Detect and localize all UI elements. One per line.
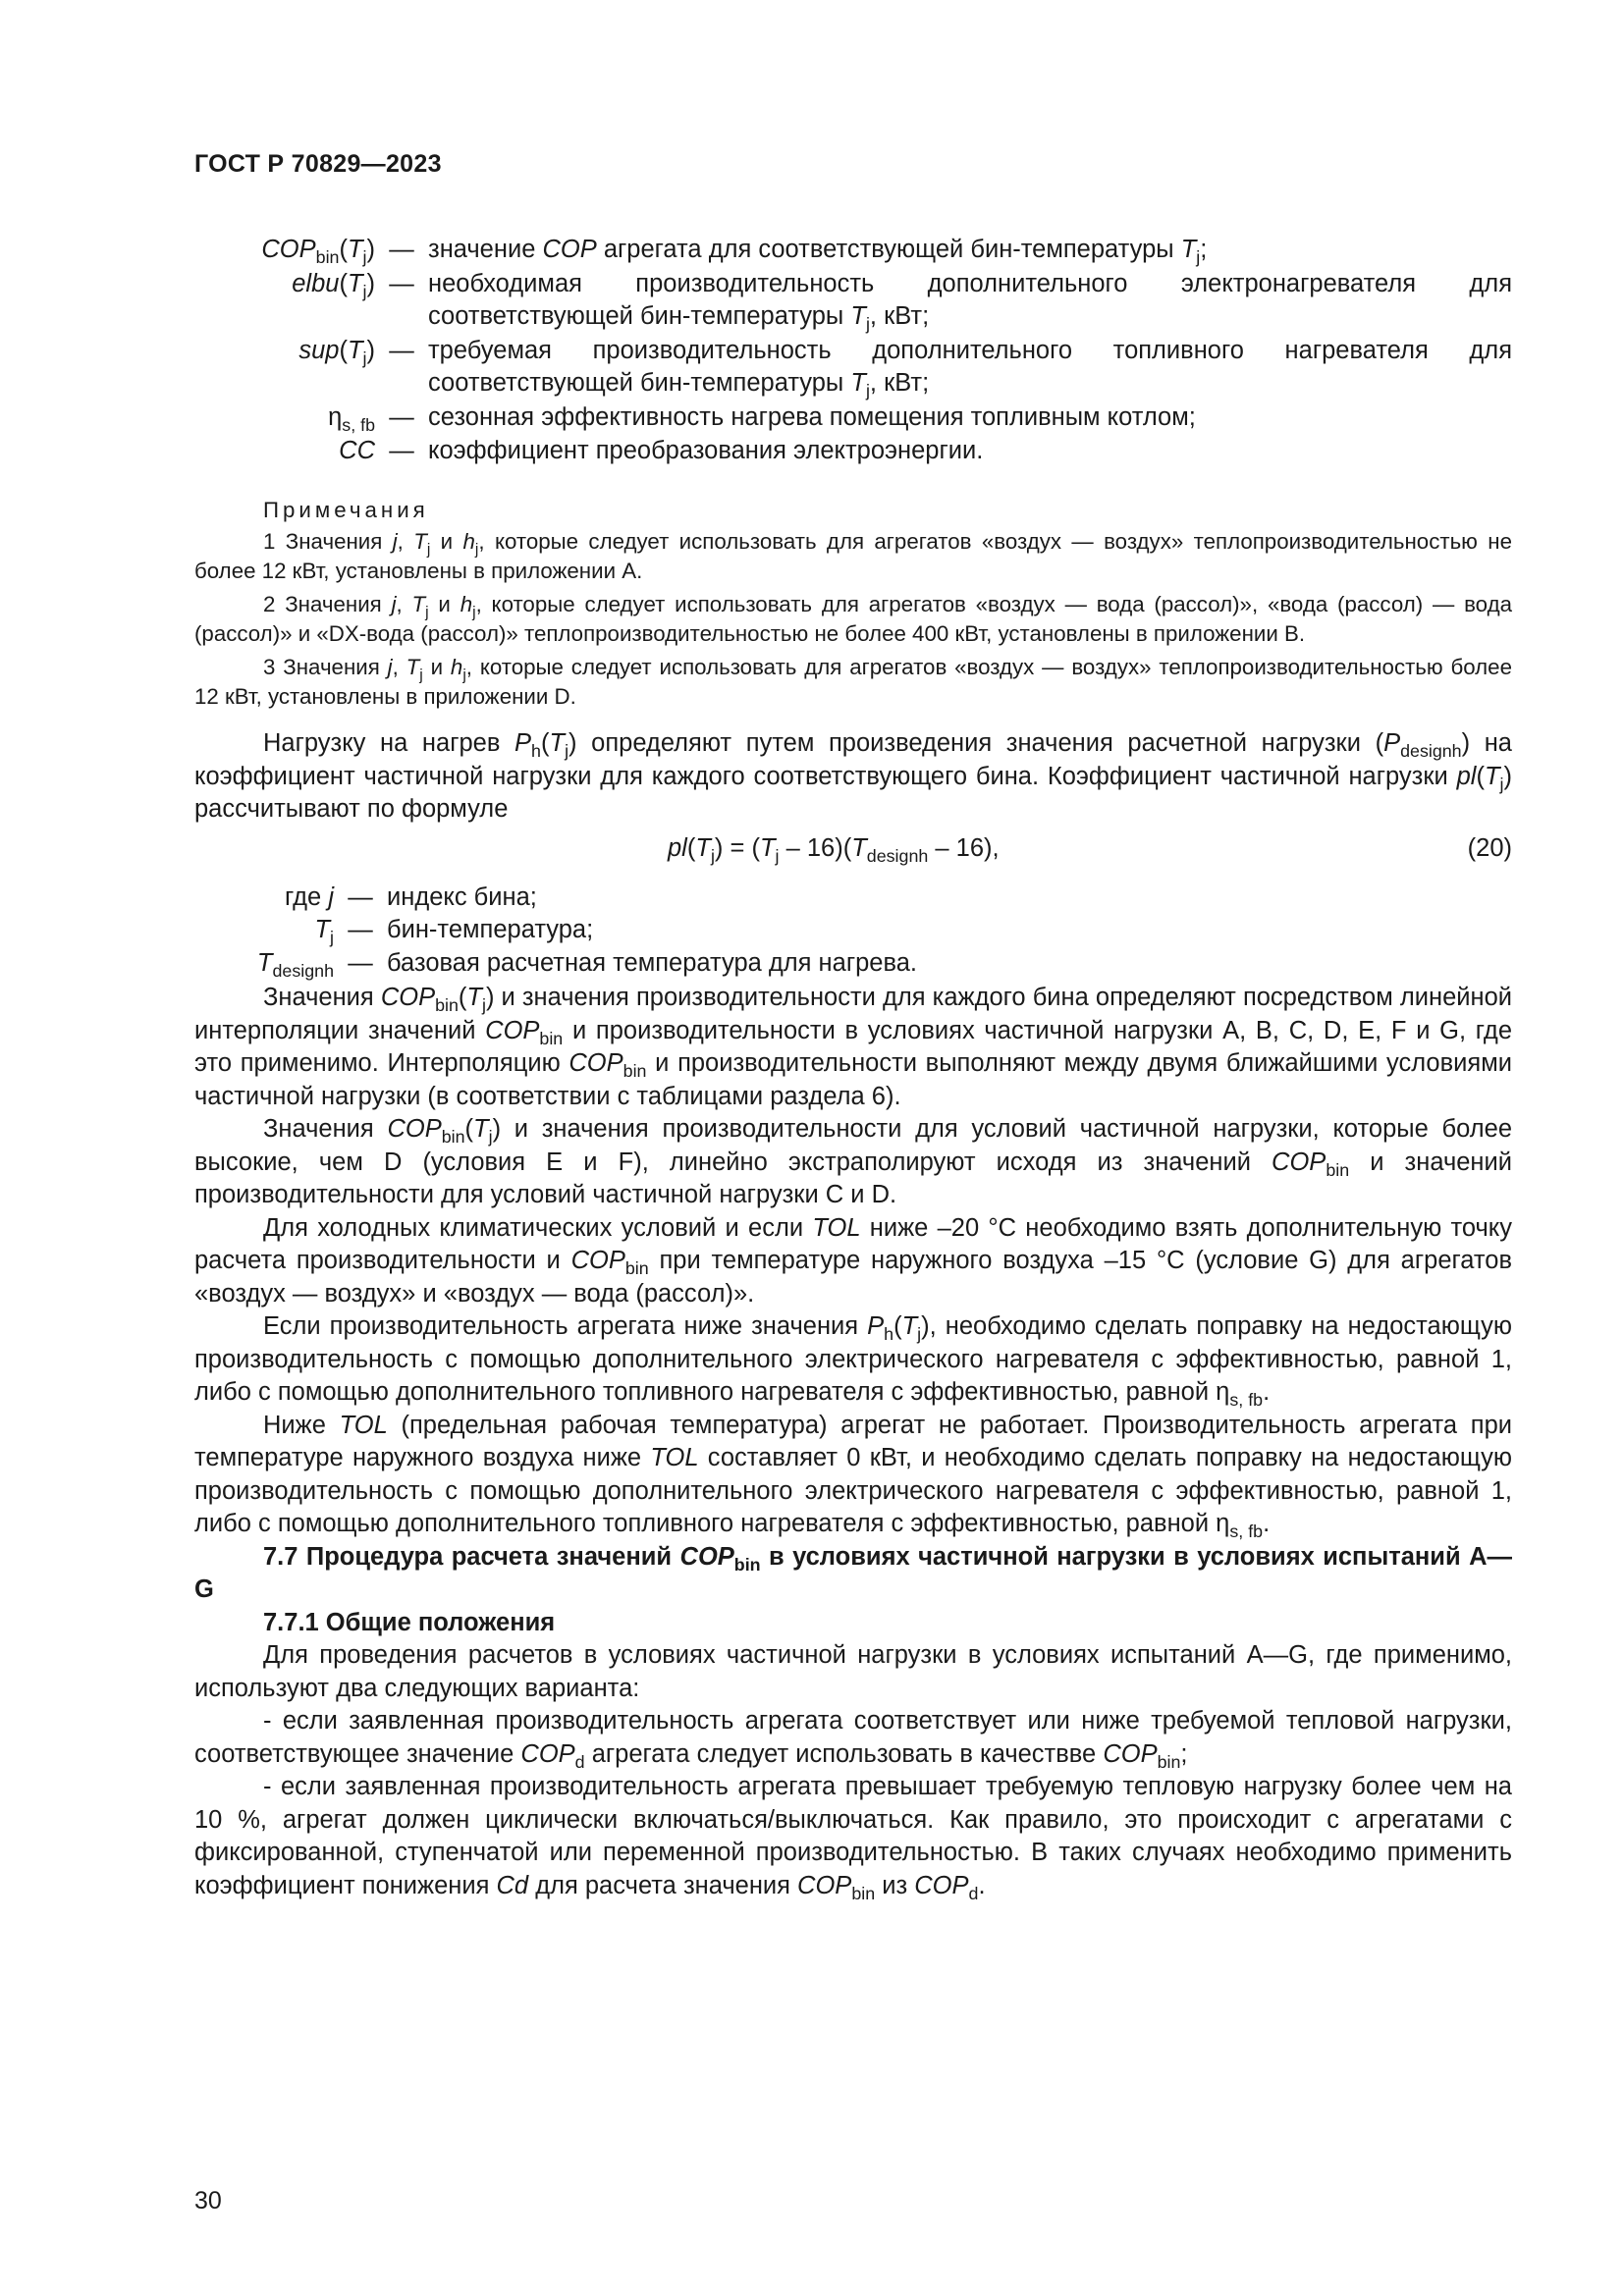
body-paragraph: Для холодных климатических условий и если TOL ниже –20 °С необходимо взять дополнительную точку расчета производительности и $COP_{bin}$ при температуре наружного воздуха –15 °С (условие G) для агрегатов «воздух — воздух» и «воздух — вода (рассол)». (194, 1213, 1512, 1308)
body-paragraph: Если производительность агрегата ниже значения $P_h(T_j)$, необходимо сделать поправку на недостающую производительность с помощью дополнительного электрического нагревателя с эффективностью, равной 1, либо с помощью дополнительного топливного нагревателя с эффективностью, равной $\eta_{s, fb}$. (194, 1312, 1513, 1411)
formula-expression: $pl(T_j) = (T_j - 16)(T_{designh} - 16)$, (668, 833, 1000, 866)
definition-symbol: CC (339, 437, 375, 464)
where-list (194, 881, 1512, 981)
definition-symbol: $elbu(T_j)$ (292, 269, 375, 301)
body-paragraph: Значения $COP_{bin}(T_j)$ и значения производительности для условий частичной нагрузки, которые более высокие, чем D (условия Е и F), линейно экстраполируют исходя из значений $COP_{bin}$ и значений производительности для условий частичной нагрузки С и D. (194, 1115, 1512, 1208)
note-item: 1 Значения j, $T_j$ и $h_j$, которые следует использовать для агрегатов «воздух — воздух» теплопроизводительностью не более 12 кВт, установлены в приложении А. (194, 529, 1512, 583)
formula-number: (20) (1467, 833, 1512, 862)
body-paragraph: Значения $COP_{bin}(T_j)$ и значения производительности для каждого бина определяют посредством линейной интерполяции значений $COP_{bin}$ и производительности в условиях частичной нагрузки А, В, С, D, E, F и G, где это применимо. Интерполяцию $COP_{bin}$ и производительности выполняют между двумя ближайшими условиями частичной нагрузки (в соответствии с таблицами раздела 6). (194, 984, 1513, 1110)
where-dash: — (348, 916, 373, 943)
where-dash: — (348, 882, 373, 911)
definition-text: требуемая производительность дополнительного топливного нагревателя для соответствующей бин-температуры $T_j$, кВт; (428, 336, 1512, 401)
section-heading: 7.7 Процедура расчета значений $COP_{bin}$ в условиях частичной нагрузки в условиях испытаний А—G (194, 1542, 1512, 1603)
note-item: 3 Значения j, $T_j$ и $h_j$, которые следует использовать для агрегатов «воздух — воздух» теплопроизводительностью более 12 кВт, установлены в приложении D. (194, 655, 1512, 709)
definition-text: необходимая производительность дополнительного электронагревателя для соответствующей бин-температуры $T_j$, кВт; (428, 269, 1512, 335)
where-symbol: где j (285, 882, 334, 911)
definition-symbol: $sup(T_j)$ (298, 336, 375, 368)
definition-row (194, 401, 1512, 435)
notes-block (194, 496, 1512, 716)
page-number: 30 (194, 2187, 222, 2215)
definition-text: значение COP агрегата для соответствующей бин-температуры $T_j$; (428, 236, 1208, 268)
note-item: 2 Значения j, $T_j$ и $h_j$, которые следует использовать для агрегатов «воздух — вода (рассол)», «вода (рассол) — вода (рассол)» и «DX-вода (рассол)» теплопроизводительностью не более 400 кВт, установлены в приложении В. (194, 592, 1512, 646)
section-paragraph: Для проведения расчетов в условиях частичной нагрузки в условиях испытаний А—G, где применимо, используют два следующих варианта: (194, 1641, 1512, 1702)
where-symbol: $T_j$ (314, 916, 334, 948)
document-header: ГОСТ Р 70829—2023 (194, 150, 442, 178)
definition-symbol: $COP_{bin}(T_j)$ (261, 236, 375, 268)
notes-title: Примечания (263, 498, 429, 522)
where-row (194, 881, 1512, 915)
definition-symbol: $\eta_{s, fb}$ (328, 402, 375, 435)
definition-dash: — (389, 236, 414, 263)
where-text: бин-температура; (387, 916, 594, 943)
section-paragraph: - если заявленная производительность агрегата соответствует или ниже требуемой тепловой нагрузки, соответствующее значение $COP_d$ агрегата следует использовать в качествве $COP_{bin}$; (194, 1707, 1512, 1772)
subsection-heading: 7.7.1 Общие положения (263, 1608, 556, 1636)
main-text (194, 727, 1512, 1902)
definition-row (194, 268, 1512, 334)
definition-row (194, 335, 1512, 400)
definition-dash: — (389, 336, 414, 364)
definitions-list (194, 234, 1512, 469)
section-paragraph: - если заявленная производительность агрегата превышает требуемую тепловую нагрузку более чем на 10 %, агрегат должен циклически включаться/выключаться. Как правило, это происходит с агрегатами с фиксированной, ступенчатой или переменной производительностью. В таких случаях необходимо применить коэффициент понижения Cd для расчета значения $COP_{bin}$ из $COP_d$. (194, 1773, 1512, 1903)
definition-dash: — (389, 402, 414, 431)
definition-row (194, 234, 1512, 267)
definition-text: сезонная эффективность нагрева помещения топливным котлом; (428, 402, 1196, 431)
where-row (194, 947, 1512, 981)
definition-row (194, 435, 1512, 468)
where-symbol: $T_{designh}$ (256, 948, 334, 981)
definition-dash: — (389, 269, 414, 297)
formula-20 (194, 830, 1512, 872)
where-row (194, 914, 1512, 947)
body-paragraph: Ниже TOL (предельная рабочая температура) агрегат не работает. Производительность агрегата при температуре наружного воздуха ниже TOL составляет 0 кВт, и необходимо сделать поправку на недостающую производительность с помощью дополнительного электрического нагревателя с эффективностью, равной 1, либо с помощью дополнительного топливного нагревателя с эффективностью, равной $\eta_{s, fb}$. (194, 1411, 1512, 1542)
where-text: базовая расчетная температура для нагрева. (387, 948, 918, 977)
definition-text: коэффициент преобразования электроэнергии. (428, 437, 984, 464)
definition-dash: — (389, 437, 414, 464)
where-dash: — (348, 948, 373, 977)
where-text: индекс бина; (387, 882, 537, 911)
intro-paragraph: Нагрузку на нагрев $P_h(T_j)$ определяют путем произведения значения расчетной нагрузки $(P_{designh})$ на коэффициент частичной нагрузки для каждого соответствующего бина. Коэффициент частичной нагрузки $pl(T_j)$ рассчитывают по формуле (194, 729, 1512, 823)
